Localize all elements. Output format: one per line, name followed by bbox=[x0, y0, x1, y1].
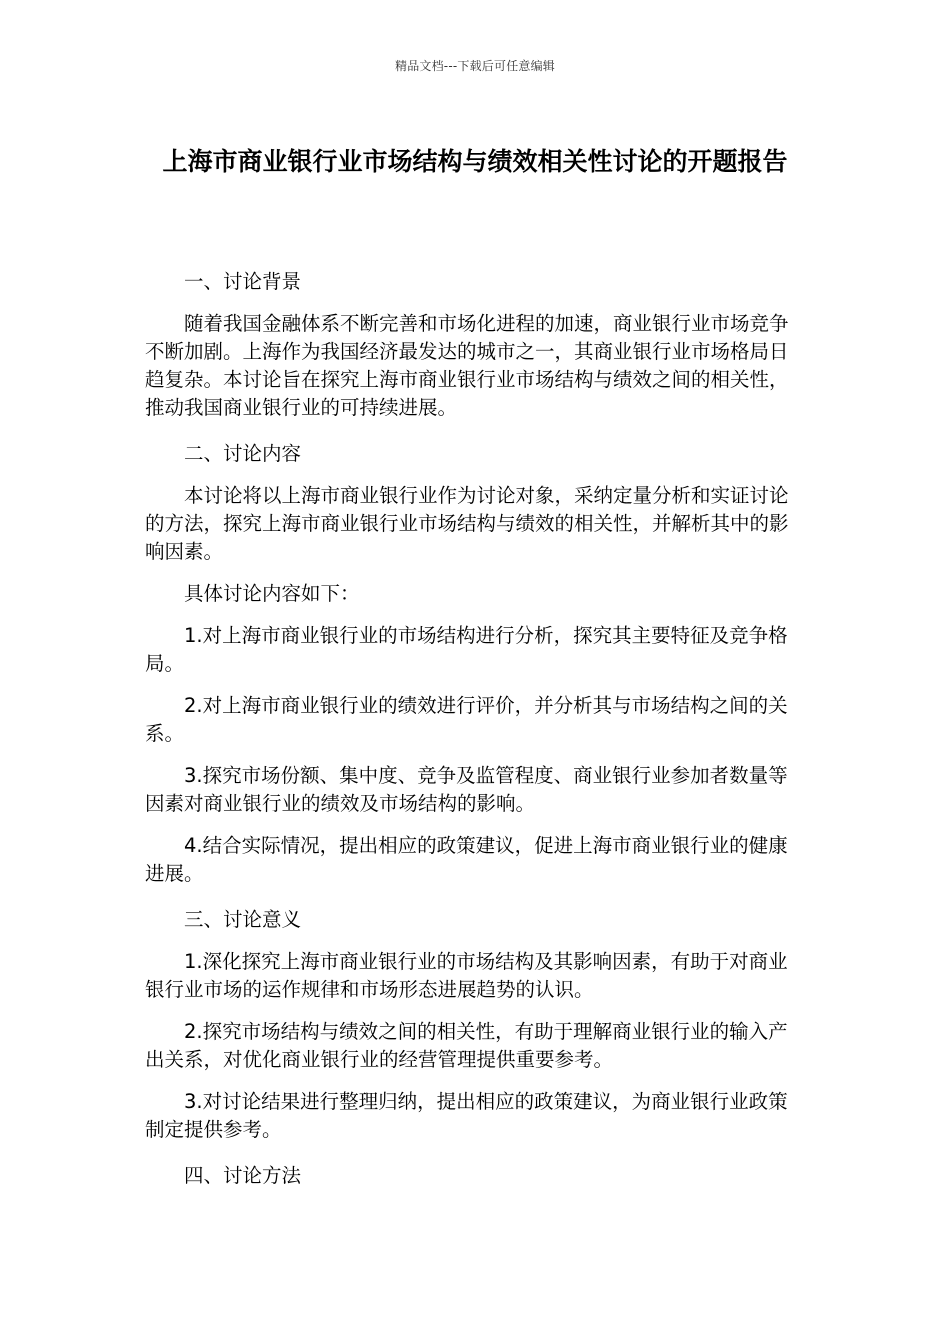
document-body bbox=[145, 264, 805, 1204]
significance-item-1: 1.深化探究上海市商业银行业的市场结构及其影响因素，有助于对商业银行业市场的运作规律和市场形态进展趋势的认识。 bbox=[145, 950, 788, 1001]
section-heading-content: 二、讨论内容 bbox=[184, 442, 302, 465]
significance-item-3: 3.对讨论结果进行整理归纳，提出相应的政策建议，为商业银行业政策制定提供参考。 bbox=[145, 1090, 788, 1141]
content-item-2: 2.对上海市商业银行业的绩效进行评价，并分析其与市场结构之间的关系。 bbox=[145, 694, 788, 745]
paragraph-content-list-lead: 具体讨论内容如下： bbox=[184, 582, 360, 605]
content-item-4: 4.结合实际情况，提出相应的政策建议，促进上海市商业银行业的健康进展。 bbox=[145, 834, 788, 885]
paragraph-background: 随着我国金融体系不断完善和市场化进程的加速，商业银行业市场竞争不断加剧。上海作为我国经济最发达的城市之一，其商业银行业市场格局日趋复杂。本讨论旨在探究上海市商业银行业市场结构与绩效之间的相关性，推动我国商业银行业的可持续进展。 bbox=[145, 312, 789, 419]
section-heading-method: 四、讨论方法 bbox=[184, 1164, 302, 1187]
content-item-3: 3.探究市场份额、集中度、竞争及监管程度、商业银行业参加者数量等因素对商业银行业的绩效及市场结构的影响。 bbox=[145, 764, 788, 815]
header-note: 精品文档---下载后可任意编辑 bbox=[395, 59, 555, 73]
paragraph-content-intro: 本讨论将以上海市商业银行业作为讨论对象，采纳定量分析和实证讨论的方法，探究上海市商业银行业市场结构与绩效的相关性，并解析其中的影响因素。 bbox=[145, 484, 789, 563]
document-title: 上海市商业银行业市场结构与绩效相关性讨论的开题报告 bbox=[162, 147, 788, 176]
content-item-1: 1.对上海市商业银行业的市场结构进行分析，探究其主要特征及竞争格局。 bbox=[145, 624, 788, 675]
section-heading-background: 一、讨论背景 bbox=[184, 270, 302, 293]
significance-item-2: 2.探究市场结构与绩效之间的相关性，有助于理解商业银行业的输入产出关系，对优化商业银行业的经营管理提供重要参考。 bbox=[145, 1020, 788, 1071]
section-heading-significance: 三、讨论意义 bbox=[184, 908, 302, 931]
